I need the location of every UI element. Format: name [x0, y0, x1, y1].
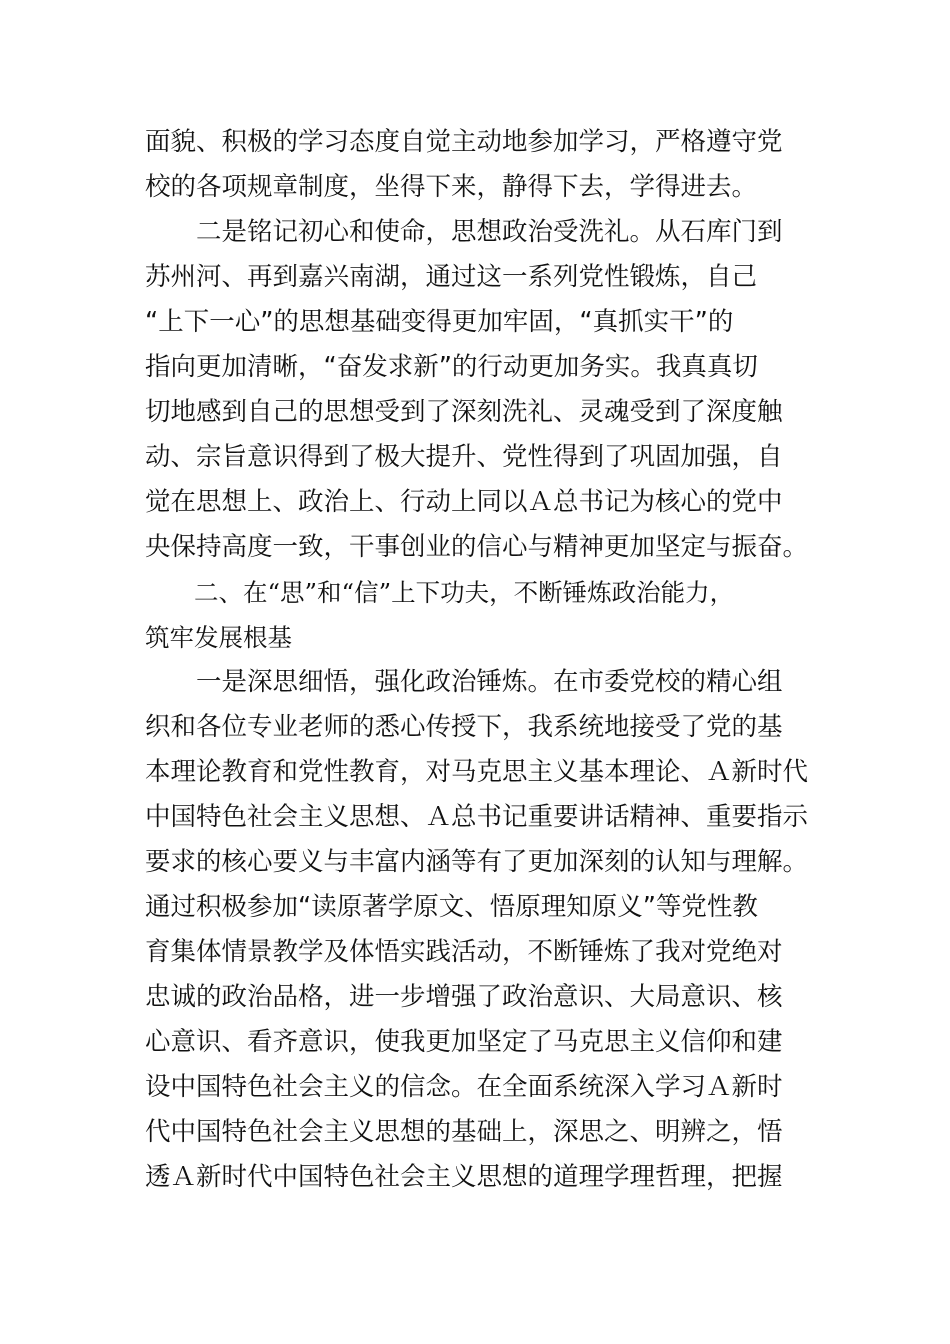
text-line: 动、宗旨意识得到了极大提升、党性得到了巩固加强，自 — [145, 442, 783, 472]
section-heading-line: 二、在“思”和“信”上下功夫，不断锤炼政治能力， — [145, 578, 735, 607]
text-line: 指向更加清晰，“奋发求新”的行动更加务实。我真真切 — [145, 352, 758, 382]
text-line: 心意识、看齐意识，使我更加坚定了马克思主义信仰和建 — [145, 1027, 783, 1057]
text-line: 中国特色社会主义思想、Ａ总书记重要讲话精神、重要指示 — [145, 802, 809, 832]
text-line: 通过积极参加“读原著学原文、悟原理知原义”等党性教 — [145, 892, 758, 922]
text-line: 本理论教育和党性教育，对马克思主义基本理论、Ａ新时代 — [145, 757, 809, 787]
text-line: 要求的核心要义与丰富内涵等有了更加深刻的认知与理解。 — [145, 847, 809, 877]
text-line: 织和各位专业老师的悉心传授下，我系统地接受了党的基 — [145, 712, 783, 742]
text-line: 透Ａ新时代中国特色社会主义思想的道理学理哲理，把握 — [145, 1162, 783, 1192]
text-line: 央保持高度一致，干事创业的信心与精神更加坚定与振奋。 — [145, 532, 809, 562]
text-line: 育集体情景教学及体悟实践活动，不断锤炼了我对党绝对 — [145, 937, 783, 967]
text-line: 切地感到自己的思想受到了深刻洗礼、灵魂受到了深度触 — [145, 397, 783, 427]
text-line: 代中国特色社会主义思想的基础上，深思之、明辨之，悟 — [145, 1117, 783, 1147]
text-line: 校的各项规章制度，坐得下来，静得下去，学得进去。 — [145, 172, 758, 202]
text-line: “上下一心”的思想基础变得更加牢固，“真抓实干”的 — [145, 307, 734, 337]
text-line: 设中国特色社会主义的信念。在全面系统深入学习Ａ新时 — [145, 1072, 783, 1102]
document-body — [145, 120, 810, 1200]
section-heading-line: 筑牢发展根基 — [145, 623, 292, 652]
text-line: 一是深思细悟，强化政治锤炼。在市委党校的精心组 — [145, 667, 783, 697]
text-line: 苏州河、再到嘉兴南湖，通过这一系列党性锻炼，自己 — [145, 262, 758, 292]
text-line: 面貌、积极的学习态度自觉主动地参加学习，严格遵守党 — [145, 127, 783, 157]
text-line: 觉在思想上、政治上、行动上同以Ａ总书记为核心的党中 — [145, 487, 783, 517]
text-line: 忠诚的政治品格，进一步增强了政治意识、大局意识、核 — [145, 982, 783, 1012]
text-line: 二是铭记初心和使命，思想政治受洗礼。从石库门到 — [145, 217, 783, 247]
